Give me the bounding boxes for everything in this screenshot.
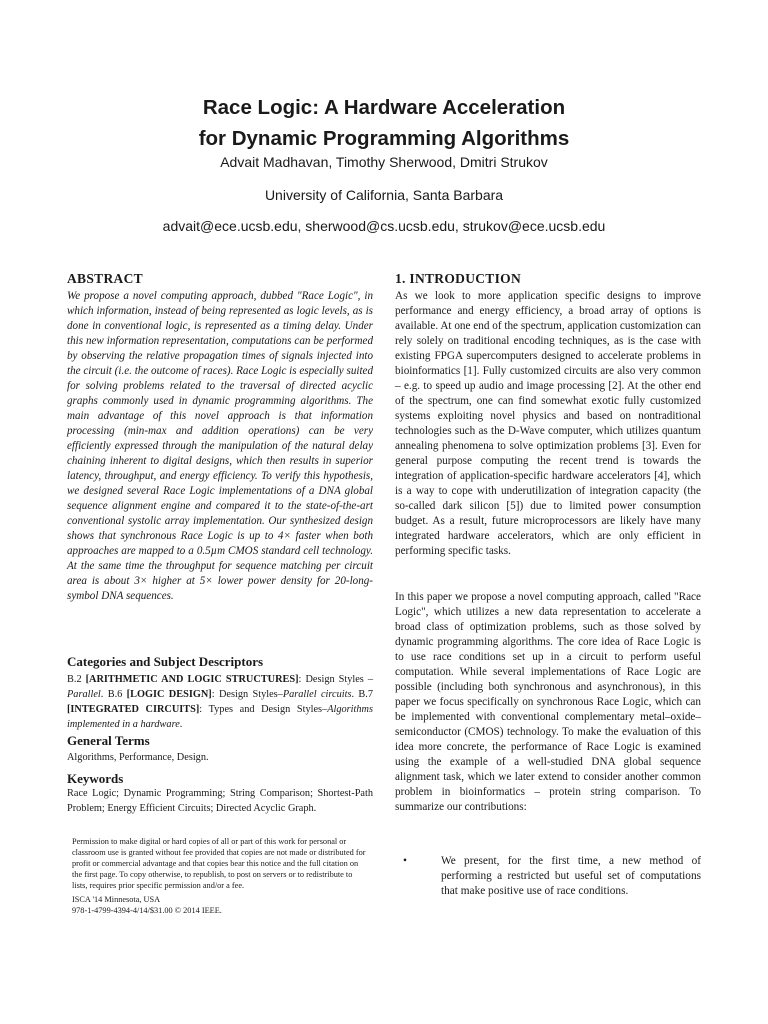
isbn-copyright: 978-1-4799-4394-4/14/$31.00 © 2014 IEEE.: [72, 906, 222, 915]
keywords-heading: Keywords: [67, 771, 124, 786]
permission-notice: Permission to make digital or hard copies of all or part of this work for personal or classroom use is granted without fee provided that copies are not made or distributed for profit or commercial advantage and that copies bear this notice and the full citation on the first page. To copy otherwise, to republish, to post on servers or to redistribute to lists, requires prior specific permission and/or a fee.: [72, 837, 366, 890]
paper-authors: Advait Madhavan, Timothy Sherwood, Dmitri Strukov: [220, 154, 548, 170]
paper-affiliation: University of California, Santa Barbara: [264, 187, 504, 203]
paper-emails[interactable]: advait@ece.ucsb.edu, sherwood@cs.ucsb.edu, strukov@ece.ucsb.edu: [162, 218, 606, 234]
bullet-icon: •: [403, 855, 407, 867]
abstract-heading: ABSTRACT: [67, 271, 143, 286]
keywords-text: Race Logic; Dynamic Programming; String Comparison; Shortest-Path Problem; Energy Efficient Circuits; Directed Acyclic Graph.: [67, 788, 373, 814]
introduction-paragraph-2: In this paper we propose a novel computing approach, called "Race Logic", which utilizes a new data representation to accelerate a broad class of optimization problems, such as those solved by dynamic programming algorithms. The core idea of Race Logic is to use race conditions set up in a circuit to perform useful computation. While several implementations of Race Logic are possible (including both synchronous and asynchronous), in this paper we focus specifically on synchronous Race Logic, which can be implemented with conventional complementary metal–oxide–semiconductor (CMOS) technology. To make the evaluation of this idea more concrete, the performance of Race Logic is examined using the example of a well-studied DNA global sequence alignment task, which we later extend to consider another common problem in bioinformatics – protein string comparison. To summarize our contributions:: [395, 591, 701, 813]
introduction-paragraph-1: As we look to more application specific designs to improve performance and energy efficiency, a broad array of options is available. At one end of the spectrum, application customization can rely solely on traditional encoding techniques, as is the case with existing FPGA supercomputers designed to accelerate problems in bioinformatics [1]. Fully customized circuits are also very common – e.g. to speed up audio and image processing [2]. At the other end of the spectrum, one can find somewhat exotic fully customized systems exploiting novel physics and based on nontraditional technologies such as the D-Wave computer, which utilizes quantum annealing phenomena to solve optimization problems [3]. Even for general purpose computing the recent trend is towards the integration of application-specific hardware accelerators [4], which is a way to cope with underutilization of integration capacity (the so-called dark silicon [5]) due to limited power consumption budget. As a result, future microprocessors are likely have many integrated hardware accelerators, which are only efficient in performing specific tasks.: [395, 290, 702, 557]
abstract-text: We propose a novel computing approach, dubbed "Race Logic", in which information, instead of being represented as logic levels, as is done in conventional logic, is represented as a timing delay. Under this new information representation, computations can be performed by observing the relative propagation times of signals injected into the circuit (i.e. the outcome of races). Race Logic is especially suited for solving problems related to the traversal of directed acyclic graphs commonly used in dynamic programming algorithms. The main advantage of this novel approach is that information processing (min-max and addition operations) can be very efficiently expressed through the manipulation of the natural delay chaining inherent to digital designs, which then results in superior latency, throughput, and energy efficiency. To verify this hypothesis, we designed several Race Logic implementations of a DNA global sequence alignment engine and compared it to the state-of-the-art conventional systolic array implementation. Our synthesized design shows that synchronous Race Logic is up to 4× faster when both approaches are mapped to a 0.5µm CMOS standard cell technology. At the same time the throughput for sequence matching per circuit area is about 3× higher at 5× lower power density for 20-long-symbol DNA sequences.: [67, 290, 373, 602]
introduction-heading: 1. INTRODUCTION: [395, 271, 522, 286]
categories-text: B.2 [ARITHMETIC AND LOGIC STRUCTURES]: Design Styles – Parallel. B.6 [LOGIC DESIGN]: Design Styles–Parallel circuits. B.7 [INTEGRATED CIRCUITS]: Types and Design Styles–Algorithms implemented in a hardware.: [67, 674, 373, 730]
general-terms-heading: General Terms: [67, 733, 150, 748]
list-item: • We present, for the first time, a new method of performing a restricted but useful set of computations that make positive use of race conditions.: [403, 855, 701, 897]
paper-title-line1: Race Logic: A Hardware Acceleration: [202, 96, 566, 119]
categories-heading: Categories and Subject Descriptors: [67, 654, 264, 669]
paper-title-line2: for Dynamic Programming Algorithms: [198, 127, 570, 150]
contributions-list: [395, 854, 701, 899]
conference-info: ISCA '14 Minnesota, USA: [72, 895, 161, 904]
general-terms-text: Algorithms, Performance, Design.: [67, 752, 209, 763]
